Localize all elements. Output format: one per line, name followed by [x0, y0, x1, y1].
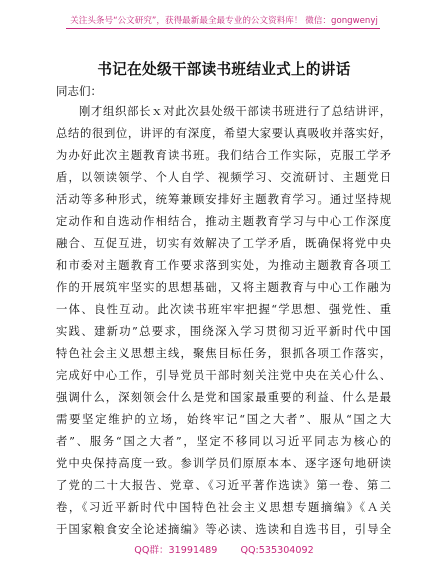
- body-line: 和市委对主题教育工作要求落到实处，为推动主题教育各项工: [56, 259, 391, 272]
- body-line: 党中央保持高度一致。参训学员们原原本本、逐字逐句地研读: [56, 457, 391, 470]
- body-line: 为办好此次主题教育读书班。我们结合工作实际，克服工学矛: [56, 149, 391, 162]
- promo-banner: 关注头条号“公文研究”，获得最新最全最专业的公文资料库！ 微信：gongwenyj: [70, 16, 378, 26]
- body-line: 融合、互促互进，切实有效解决了工学矛盾，既确保将党中央: [56, 237, 391, 250]
- body-line: 者”、服务“国之大者”，坚定不移同以习近平同志为核心的: [56, 435, 391, 448]
- body-line: 完成好中心工作，引导党员干部时刻关注党中央在关心什么、: [56, 369, 391, 382]
- qq-group-label: QQ群：31991489: [134, 545, 218, 556]
- body-line: 特色社会主义思想主线，聚焦目标任务，狠抓各项工作落实，: [56, 347, 391, 360]
- body-line: 作的开展筑牢坚实的思想基础，又将主题教育与中心工作融为: [56, 281, 391, 294]
- body-line: 定动作和自选动作相结合，推动主题教育学习与中心工作深度: [56, 215, 391, 228]
- body-line: 于国家粮食安全论述摘编》等必读、选读和自选书目，引导全: [56, 523, 391, 536]
- body-line: 了党的二十大报告、党章、《习近平著作选读》第一卷、第二: [56, 479, 391, 492]
- contact-footer: [0, 542, 448, 556]
- salutation: 同志们：: [56, 84, 102, 98]
- banner-divider: [66, 28, 380, 29]
- body-line: 总结的很到位，讲评的有深度，希望大家要认真吸收并落实好，: [56, 127, 391, 140]
- body-line: 盾，以领读领学、个人自学、视频学习、交流研讨、主题党日: [56, 171, 391, 184]
- body-line: 活动等多种形式，统筹兼顾安排好主题教育学习。通过坚持规: [56, 193, 391, 206]
- qq-contact-label: QQ:535304092: [240, 545, 314, 556]
- document-title: 书记在处级干部读书班结业式上的讲话: [97, 61, 351, 78]
- body-line: 需要坚定维护的立场，始终牢记“国之大者”、服从“国之大: [56, 413, 391, 426]
- body-line: 实践、建新功”总要求，围绕深入学习贯彻习近平新时代中国: [56, 325, 391, 338]
- body-line: 强调什么，深刻领会什么是党和国家最重要的利益、什么是最: [56, 391, 391, 404]
- body-line: 一体、良性互动。此次读书班牢牢把握“学思想、强党性、重: [56, 303, 391, 316]
- body-line: 刚才组织部长ｘ对此次县处级干部读书班进行了总结讲评，: [79, 105, 391, 118]
- body-line: 卷，《习近平新时代中国特色社会主义思想专题摘编》《Ａ关: [56, 501, 391, 514]
